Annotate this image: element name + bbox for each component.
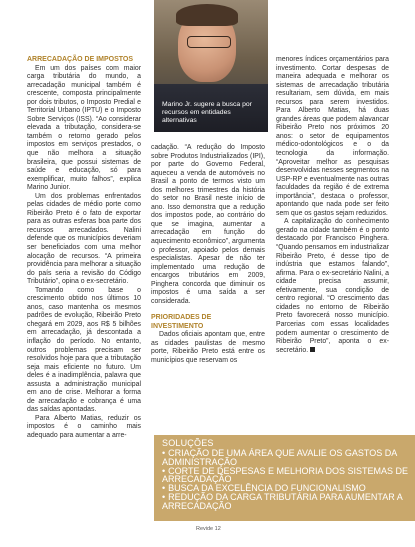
portrait-glasses (187, 36, 231, 48)
bullet-icon: • (162, 465, 166, 476)
list-item: • CORTE DE DESPESAS E MELHORIA DOS SISTEMAS DE ARRECADAÇÃO (162, 465, 409, 485)
bullet-icon: • (162, 448, 166, 458)
portrait-hair (176, 4, 238, 26)
paragraph: Em um dos países com maior carga tributária do mundo, a arrecadação municipal também é crescente, composta principalmente por dois tributos, o Imposto Predial e Territorial Urbano (IPTU) e o Imposto Sobre Serviços (ISS). “Ao considerar elevada a tributação, considera-se também o retorno gerado pelos impostos em serviços prestados, o que não melhora a situação brasileira, que possui sistemas de saúde e educação, só para exemplificar, muito falhos”, explica Marino Junior. (27, 64, 141, 192)
solutions-title: SOLUÇÕES (162, 438, 214, 448)
paragraph: Para Alberto Matias, reduzir os impostos é o caminho mais adequado para aumentar a arre- (27, 414, 141, 440)
paragraph: cadação. “A redução do Imposto sobre Produtos Industrializados (IPI), por parte do Governo Federal, aqueceu a venda de automóveis no Brasil a ponto de termos visto um dos melhores trimestres da história do setor no Brasil neste início de ano. Isso demonstra que a redução dos impostos pode, ao contrário do que se imagina, aumentar a arrecadação em função do aquecimento econômico”, argumenta o professor, apoiado pelos demais especialistas. Apesar de não ter implementado uma redução de encargos tributários em 2009, Pinghera concorda que diminuir os impostos é uma saída a ser considerada. (151, 144, 265, 305)
paragraph: menores índices orçamentários para investimento. Cortar despesas de maneira adequada e melhorar os sistemas de arrecadação tributária resultariam, sem dúvida, em mais recursos para serem investidos. Para Alberto Matias, há duas grandes áreas que podem alavancar Ribeirão Preto nos próximos 20 anos: o setor de equipamentos médico-odontológicos e o da tecnologia da informação. “Aproveitar melhor as pesquisas desenvolvidas nesses segmentos na USP-RP e eventualmente nas outras faculdades da região é de extrema importância”, destaca o professor, apontando que nada pode ser feito sem que os gastos sejam reduzidos. (276, 56, 389, 217)
article-column-1 (27, 56, 141, 441)
paragraph: Um dos problemas enfrentados pelas cidades de médio porte como Ribeirão Preto é o fato de exportar para as outras esferas boa parte dos recursos arrecadados. Nalini defende que os municípios deveriam ser beneficiados com uma melhor alocação de recursos. “A primeira providência para melhorar a situação do país seria a revisão do Código Tributário”, opina o ex-secretário. (27, 192, 141, 286)
solutions-list (162, 449, 412, 511)
end-of-article-mark (310, 347, 315, 352)
section-heading-prioridades: PRIORIDADES DE INVESTIMENTO (151, 314, 212, 330)
paragraph: Dados oficiais apontam que, entre as cidades paulistas de mesmo porte, Ribeirão Preto está entre os municípios que reservam os (151, 331, 265, 365)
page-footer (196, 526, 221, 532)
article-column-3 (276, 56, 389, 355)
portrait-photo (154, 0, 268, 132)
list-item: • CRIAÇÃO DE UMA ÁREA QUE AVALIE OS GASTOS DA ADMINISTRAÇÃO (162, 448, 397, 467)
paragraph: A capitalização do conhecimento gerado na cidade também é o ponto destacado por Francisco Pinghera. “Quando pensamos em industrializar Ribeirão Preto, é desse tipo de indústria que estamos falando”, afirma. Para o ex-secretário Nalini, a cidade precisa assumir, efetivamente, sua condição de centro regional. “O crescimento das cidades no entorno de Ribeirão Preto favorecerá nosso município. Parcerias com essas localidades podem aumentar o crescimento de Ribeirão Preto”, aponta o ex-secretário. (276, 218, 389, 354)
bullet-icon: • (162, 483, 166, 494)
solutions-box (154, 435, 415, 521)
page-number: 12 (214, 526, 221, 532)
paragraph: Tomando como base o crescimento obtido nos últimos 10 anos, caso mantenha os mesmos padrões de evolução, Ribeirão Preto chegará em 2029, aos R$ 5 bilhões em arrecadação, já descontada a inflação do período. No entanto, outros problemas precisam ser resolvidos hoje para que a tributação seja mais eficiente no futuro. Um deles é a inadimplência, palavra que assusta a administração municipal em ano de crise. Melhorar a forma de arrecadação e cobrança é uma das saídas apontadas. (27, 286, 141, 414)
article-column-2 (151, 144, 265, 366)
bullet-icon: • (162, 491, 166, 502)
section-heading-arrecadacao: ARRECADAÇÃO DE IMPOSTOS (27, 56, 134, 63)
list-item: • BUSCA DA EXCELÊNCIA DO FUNCIONALISMO (162, 483, 366, 494)
magazine-brand: Revide (196, 526, 214, 532)
list-item: • REDUÇÃO DA CARGA TRIBUTÁRIA PARA AUMENTAR A ARRECADAÇÃO (162, 491, 403, 511)
photo-caption: Marino Jr. sugere a busca por recursos em entidades alternativas (162, 101, 252, 125)
